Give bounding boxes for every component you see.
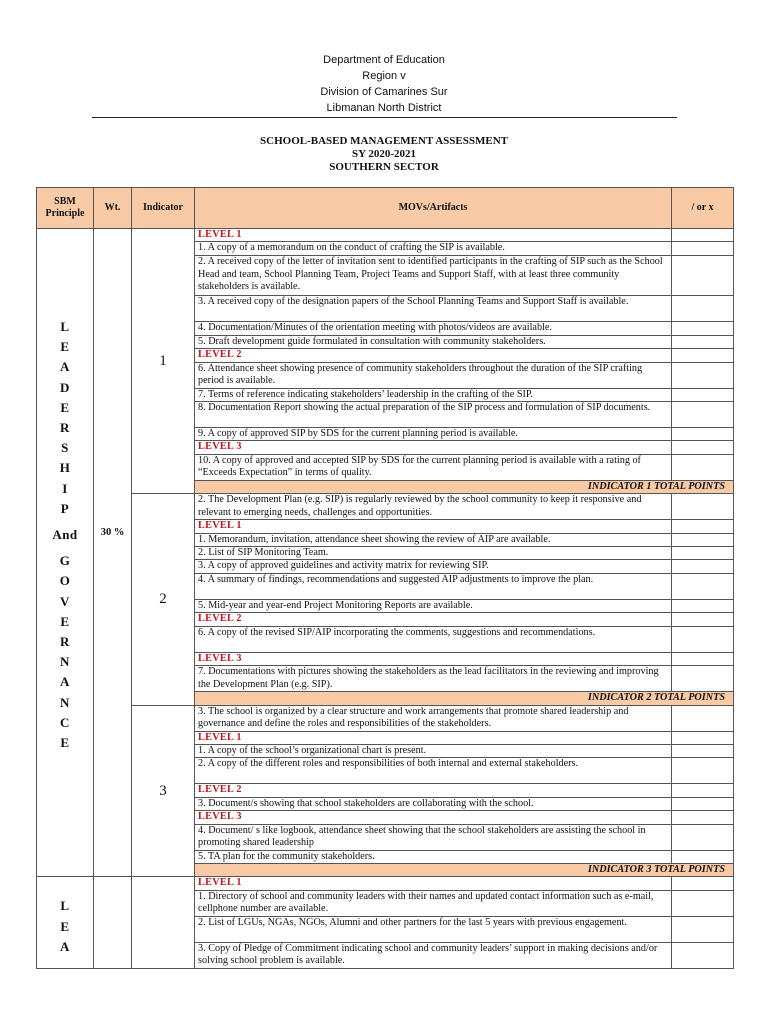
principle-letter: A xyxy=(60,674,70,690)
level-label: LEVEL 2 xyxy=(195,349,672,362)
mov-item: 2. List of SIP Monitoring Team. xyxy=(195,547,672,560)
principle-letter: E xyxy=(60,339,70,355)
principle-letter: L xyxy=(60,898,70,914)
mov-item: 3. A received copy of the designation papers of the School Planning Teams and Support Staff is available. xyxy=(195,296,672,322)
principle-letter: L xyxy=(60,319,70,334)
check-cell[interactable] xyxy=(672,744,734,757)
mov-item: 1. A copy of the school’s organizational chart is present. xyxy=(195,744,672,757)
mov-item: 2. List of LGUs, NGAs, NGOs, Alumni and other partners for the last 5 years with previous engagement. xyxy=(195,916,672,942)
check-cell[interactable] xyxy=(672,256,734,296)
check-cell[interactable] xyxy=(672,890,734,916)
header-movs-artifacts: MOVs/Artifacts xyxy=(195,188,672,229)
check-cell[interactable] xyxy=(672,533,734,546)
principle-letter: E xyxy=(60,918,70,934)
table-row xyxy=(37,877,734,890)
principle-and: And xyxy=(52,527,78,543)
check-cell[interactable] xyxy=(672,652,734,665)
indicator-total-label: INDICATOR 1 TOTAL POINTS xyxy=(195,480,734,493)
mov-item: 8. Documentation Report showing the actual preparation of the SIP process and formulation of SIP documents. xyxy=(195,402,672,428)
level-label: LEVEL 2 xyxy=(195,613,672,626)
check-cell[interactable] xyxy=(672,705,734,731)
check-cell[interactable] xyxy=(672,613,734,626)
sbm-principle-cell xyxy=(37,229,94,877)
check-cell[interactable] xyxy=(672,335,734,348)
check-cell[interactable] xyxy=(672,494,734,520)
principle-letter: O xyxy=(59,573,71,589)
sbm-assessment-table xyxy=(36,187,734,969)
level-label: LEVEL 3 xyxy=(195,652,672,665)
mov-item: 3. Document/s showing that school stakeholders are collaborating with the school. xyxy=(195,797,672,810)
mov-item: 1. Memorandum, invitation, attendance sheet showing the review of AIP are available. xyxy=(195,533,672,546)
mov-item: 4. A summary of findings, recommendations and suggested AIP adjustments to improve the plan. xyxy=(195,573,672,599)
check-cell[interactable] xyxy=(672,296,734,322)
mov-item: 7. Terms of reference indicating stakeholders’ leadership in the crafting of the SIP. xyxy=(195,388,672,401)
principle-letter: N xyxy=(60,654,70,670)
header-district: Libmanan North District xyxy=(326,102,442,114)
level-label: LEVEL 3 xyxy=(195,811,672,824)
check-cell[interactable] xyxy=(672,784,734,797)
mov-item: 7. Documentations with pictures showing the stakeholders as the lead facilitators in the reviewing and improving the Development Plan (e.g. SIP). xyxy=(195,666,672,692)
indicator-number-cell xyxy=(132,877,195,968)
header-weight: Wt. xyxy=(94,188,132,229)
check-cell[interactable] xyxy=(672,731,734,744)
check-cell[interactable] xyxy=(672,349,734,362)
principle-letter: H xyxy=(59,460,71,476)
mov-item: 6. Attendance sheet showing presence of community stakeholders throughout the duration of the SIP crafting period is available. xyxy=(195,362,672,388)
principle-letter: E xyxy=(60,399,70,415)
principle-letter: A xyxy=(60,938,70,954)
mov-item: 2. A copy of the different roles and responsibilities of both internal and external stakeholders. xyxy=(195,758,672,784)
principle-letter: A xyxy=(60,359,70,375)
header-indicator: Indicator xyxy=(132,188,195,229)
table-header-row xyxy=(37,188,734,229)
check-cell[interactable] xyxy=(672,547,734,560)
check-cell[interactable] xyxy=(672,666,734,692)
table-row xyxy=(37,229,734,242)
check-cell[interactable] xyxy=(672,454,734,480)
check-cell[interactable] xyxy=(672,877,734,890)
check-cell[interactable] xyxy=(672,388,734,401)
principle-letter: D xyxy=(60,379,70,395)
level-label: LEVEL 3 xyxy=(195,441,672,454)
check-cell[interactable] xyxy=(672,916,734,942)
mov-item: 5. Draft development guide formulated in consultation with community stakeholders. xyxy=(195,335,672,348)
check-cell[interactable] xyxy=(672,599,734,612)
check-cell[interactable] xyxy=(672,797,734,810)
principle-letter: P xyxy=(60,500,70,516)
check-cell[interactable] xyxy=(672,242,734,256)
header-sbm-principle: SBM Principle xyxy=(37,188,94,229)
check-cell[interactable] xyxy=(672,402,734,428)
level-label: LEVEL 2 xyxy=(195,784,672,797)
principle-letter: E xyxy=(60,613,70,629)
principle-letter: E xyxy=(60,735,70,751)
mov-item: 2. The Development Plan (e.g. SIP) is regularly reviewed by the school community to keep it responsive and relevant to emerging needs, challenges and opportunities. xyxy=(195,494,672,520)
indicator-number-cell: 3 xyxy=(132,705,195,877)
header-check: / or x xyxy=(672,188,734,229)
table-row xyxy=(37,494,734,520)
mov-item: 4. Documentation/Minutes of the orientation meeting with photos/videos are available. xyxy=(195,322,672,335)
header-department: Department of Education xyxy=(323,54,445,66)
check-cell[interactable] xyxy=(672,811,734,824)
check-cell[interactable] xyxy=(672,824,734,850)
mov-item: 1. Directory of school and community leaders with their names and updated contact information such as e-mail, cellphone number are available. xyxy=(195,890,672,916)
check-cell[interactable] xyxy=(672,322,734,335)
check-cell[interactable] xyxy=(672,850,734,863)
principle-letter: N xyxy=(60,694,70,710)
level-label: LEVEL 1 xyxy=(195,229,672,242)
mov-item: 10. A copy of approved and accepted SIP by SDS for the current planning period is available with a rating of “Exceeds Expectation” in terms of quality. xyxy=(195,454,672,480)
table-row xyxy=(37,705,734,731)
mov-item: 3. Copy of Pledge of Commitment indicating school and community leaders’ support in making decisions and/or solving school problem is available. xyxy=(195,942,672,968)
principle-letter: I xyxy=(62,480,68,496)
check-cell[interactable] xyxy=(672,942,734,968)
principle-letter: C xyxy=(60,714,70,730)
check-cell[interactable] xyxy=(672,626,734,652)
weight-cell xyxy=(94,877,132,968)
level-label: LEVEL 1 xyxy=(195,731,672,744)
check-cell[interactable] xyxy=(672,758,734,784)
check-cell[interactable] xyxy=(672,362,734,388)
mov-item: 5. Mid-year and year-end Project Monitoring Reports are available. xyxy=(195,599,672,612)
principle-letter: V xyxy=(60,593,70,609)
indicator-total-label: INDICATOR 2 TOTAL POINTS xyxy=(195,692,734,705)
mov-item: 3. A copy of approved guidelines and activity matrix for reviewing SIP. xyxy=(195,560,672,573)
principle-letter: R xyxy=(60,420,70,436)
indicator-total-label: INDICATOR 3 TOTAL POINTS xyxy=(195,863,734,876)
indicator-number-cell: 2 xyxy=(132,494,195,705)
mov-item: 9. A copy of approved SIP by SDS for the current planning period is available. xyxy=(195,428,672,441)
mov-item: 4. Document/ s like logbook, attendance sheet showing that the school stakeholders are assisting the school in promoting shared leadership xyxy=(195,824,672,850)
title-line-1: SCHOOL-BASED MANAGEMENT ASSESSMENT xyxy=(260,135,508,147)
title-school-year: SY 2020-2021 xyxy=(351,148,417,160)
mov-item: 2. A received copy of the letter of invitation sent to identified participants in the crafting of SIP such as the School Head and team, School Planning Team, Project Teams and Support Staff, with at least three community stakeholders is available. xyxy=(195,256,672,296)
indicator-number-cell: 1 xyxy=(132,229,195,494)
sbm-principle-cell xyxy=(37,877,94,968)
weight-cell: 30 % xyxy=(94,229,132,877)
level-label: LEVEL 1 xyxy=(195,520,672,533)
principle-letter: R xyxy=(60,634,70,650)
title-sector: SOUTHERN SECTOR xyxy=(329,161,439,173)
check-cell[interactable] xyxy=(672,573,734,599)
principle-letter: G xyxy=(59,553,71,569)
check-cell[interactable] xyxy=(672,229,734,242)
principle-letter: S xyxy=(61,440,69,456)
check-cell[interactable] xyxy=(672,428,734,441)
mov-item: 3. The school is organized by a clear structure and work arrangements that promote shared leadership and governance and define the roles and responsibilities of the stakeholders. xyxy=(195,705,672,731)
mov-item: 5. TA plan for the community stakeholders. xyxy=(195,850,672,863)
header-block xyxy=(0,52,768,116)
check-cell[interactable] xyxy=(672,560,734,573)
document-title xyxy=(0,135,768,174)
check-cell[interactable] xyxy=(672,520,734,533)
header-division: Division of Camarines Sur xyxy=(320,86,448,98)
mov-item: 6. A copy of the revised SIP/AIP incorporating the comments, suggestions and recommendations. xyxy=(195,626,672,652)
header-rule xyxy=(92,117,677,118)
mov-item: 1. A copy of a memorandum on the conduct of crafting the SIP is available. xyxy=(195,242,672,256)
check-cell[interactable] xyxy=(672,441,734,454)
header-region: Region v xyxy=(362,70,406,82)
level-label: LEVEL 1 xyxy=(195,877,672,890)
